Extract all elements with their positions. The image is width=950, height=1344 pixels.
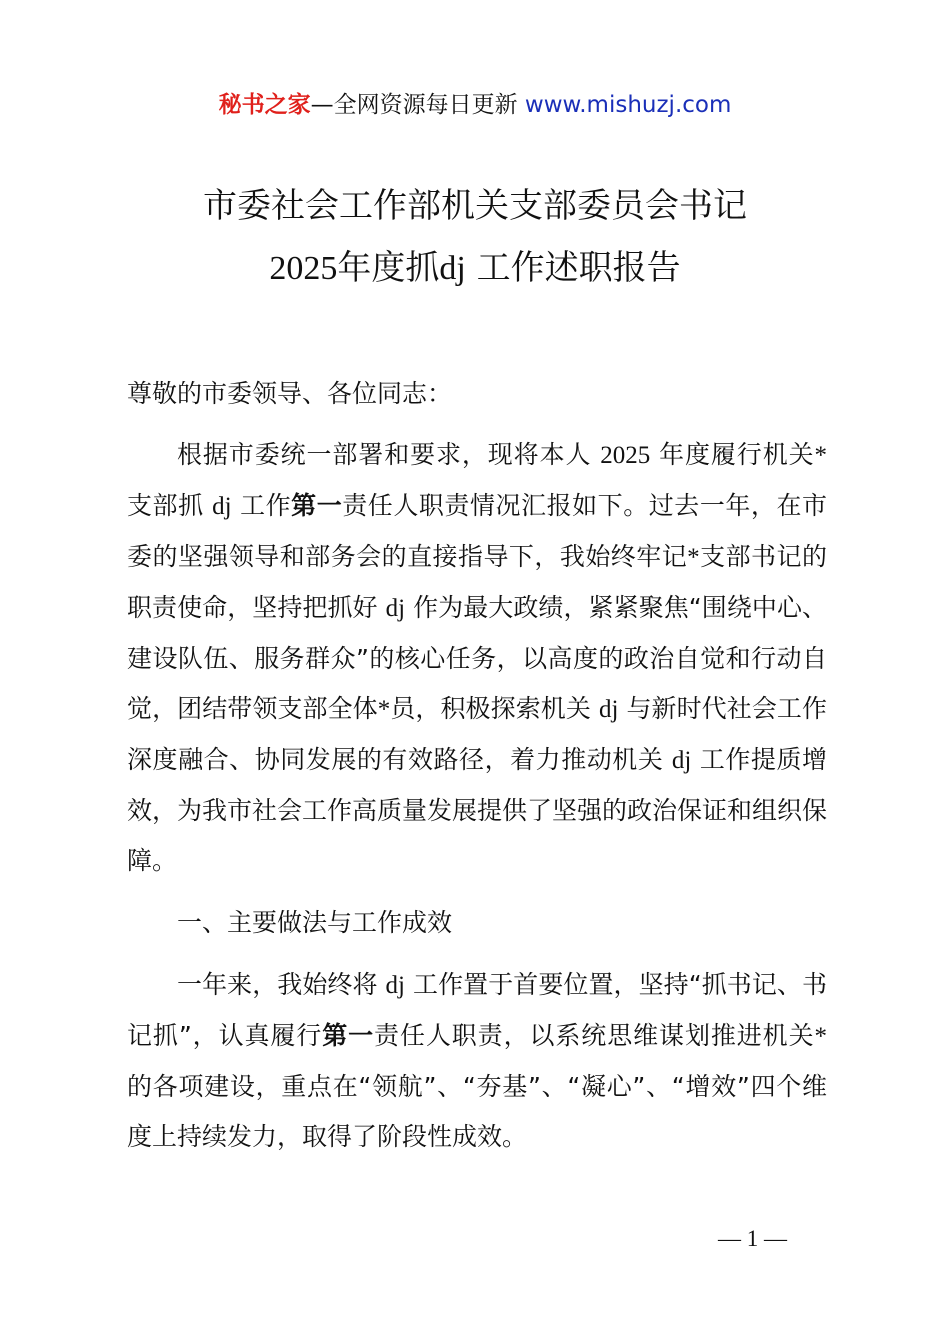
text-run: * — [814, 1023, 827, 1050]
document-body — [127, 369, 827, 1162]
text-run: 作为最大政绩，紧紧聚焦“围绕中心、建设队伍、服务群众”的核心任务，以高度的政治自觉和行动自觉，团结带领支部全体 — [127, 593, 828, 723]
title-segment: 年度抓 — [337, 248, 440, 288]
text-run: 责任人职责，以系统思维谋划推进机关 — [374, 1021, 815, 1050]
text-run: 一年来，我始终将 — [177, 970, 378, 999]
text-run: 支部抓 — [127, 491, 204, 520]
brand-name: 秘书之家 — [218, 92, 311, 118]
title-dj: dj — [439, 250, 466, 287]
text-run: 支部书记的职责使命，坚持把抓好 — [127, 542, 827, 622]
text-run: 工作提质增效，为我市社会工作高质量发展提供了坚强的政治保证和组织保障。 — [127, 745, 828, 875]
site-url[interactable]: www.mishuzj.com — [524, 92, 732, 118]
text-run: dj — [385, 595, 406, 622]
title-year: 2025 — [269, 250, 338, 287]
title-segment: 工作述职报告 — [476, 248, 681, 288]
paragraph-section-1 — [127, 960, 827, 1162]
text-run-bold: 第一 — [291, 491, 343, 520]
text-run: 根据市委统一部署和要求，现将本人 — [177, 440, 592, 469]
page-number: — 1 — — [718, 1226, 787, 1251]
text-run: 员，积极探索机关 — [390, 694, 591, 723]
text-run: dj — [385, 972, 405, 999]
document-title-line-2 — [0, 246, 950, 291]
document-title-line-1: 市委社会工作部机关支部委员会书记 — [203, 186, 747, 226]
greeting: 尊敬的市委领导、各位同志： — [127, 379, 453, 408]
text-run: 的各项建设，重点在“领航”、“夯基”、“凝心”、“增效”四个维度上持续发力，取得了阶段性成效。 — [127, 1072, 827, 1151]
header-tagline: —全网资源每日更新 — [310, 92, 525, 118]
text-run: 2025 — [600, 442, 651, 469]
text-run: * — [377, 696, 391, 723]
text-run: 年度履行机关 — [659, 440, 815, 469]
site-header — [0, 88, 950, 122]
text-run: 工作置于首要位置，坚持“抓书记、书记抓”，认真履行 — [127, 970, 827, 1050]
text-run: dj — [671, 747, 692, 774]
text-run: dj — [212, 493, 232, 520]
text-run: * — [814, 442, 828, 469]
text-run: dj — [598, 696, 619, 723]
paragraph-intro — [127, 430, 827, 886]
text-run: 与新时代社会工作深度融合、协同发展的有效路径，着力推动机关 — [127, 694, 827, 774]
text-run-bold: 第一 — [322, 1021, 375, 1050]
text-run: * — [687, 544, 700, 571]
text-run: 工作 — [240, 491, 292, 520]
section-heading: 一、主要做法与工作成效 — [177, 908, 453, 937]
text-run: 责任人职责情况汇报如下。过去一年，在市委的坚强领导和部务会的直接指导下，我始终牢记 — [127, 491, 827, 571]
